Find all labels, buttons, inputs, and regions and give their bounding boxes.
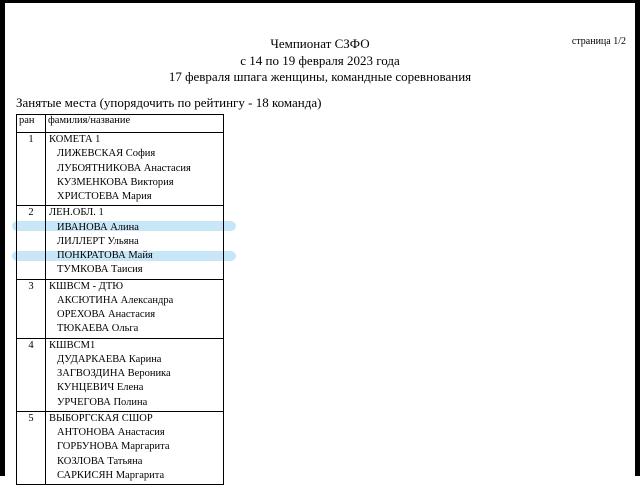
member-name: ГОРБУНОВА Маргарита [57,441,170,453]
team-name: КОМЕТА 1 [49,134,101,145]
column-header-name: фамилия/название [46,115,224,133]
member-name: ЛУБОЯТНИКОВА Анастасия [57,162,191,174]
team-cell [46,279,224,338]
member-name: ЛИЖЕВСКАЯ София [57,148,156,160]
rank-cell: 2 [17,206,46,279]
document-subtitle: 17 февраля шпага женщины, командные соревнования [168,69,472,84]
member-name: САРКИСЯН Маргарита [57,469,165,481]
table-row [17,279,224,338]
page-number: страница 1/2 [571,36,626,47]
member-name: КУЗМЕНКОВА Виктория [57,176,174,188]
document-title: Чемпионат СЗФО [270,36,370,51]
team-name: ВЫБОРГСКАЯ СШОР [49,412,153,424]
table-row [17,411,224,484]
member-name: ЛИЛЛЕРТ Ульяна [57,235,139,247]
table-row [17,206,224,279]
member-name: ТЮКАЕВА Ольга [57,323,139,335]
team-name: ЛЕН.ОБЛ. 1 [49,207,104,219]
rank-cell: 3 [17,279,46,338]
member-name: ОРЕХОВА Анастасия [57,309,156,320]
results-body [17,133,224,485]
table-row [17,133,224,206]
rank-cell: 5 [17,411,46,484]
team-name: КШВСМ1 [49,339,96,351]
member-name: ПОНКРАТОВА Майя [57,250,153,261]
member-name: ИВАНОВА Алина [57,221,139,233]
team-name: КШВСМ - ДТЮ [49,280,124,292]
member-name: КУНЦЕВИЧ Елена [57,382,144,394]
column-header-rank: ран [17,115,46,133]
team-cell [46,338,224,411]
member-name: ХРИСТОЕВА Мария [57,191,152,202]
team-cell [46,206,224,279]
member-name: ЗАГВОЗДИНА Вероника [57,368,171,379]
table-header-row [17,115,224,133]
team-cell [46,133,224,206]
section-title: Занятые места (упорядочить по рейтингу - 18 команда) [16,95,322,110]
results-table [16,114,224,485]
member-name: УРЧЕГОВА Полина [57,396,148,408]
document-dates: с 14 по 19 февраля 2023 года [240,53,400,68]
member-name: АКСЮТИНА Александра [57,294,174,306]
team-cell [46,411,224,484]
rank-cell: 1 [17,133,46,206]
table-row [17,338,224,411]
member-name: АНТОНОВА Анастасия [57,427,165,438]
member-name: ДУДАРКАЕВА Карина [57,353,162,365]
member-name: ТУМКОВА Таисия [57,264,143,276]
rank-cell: 4 [17,338,46,411]
member-name: КОЗЛОВА Татьяна [57,455,143,467]
window-border-top [0,0,640,3]
